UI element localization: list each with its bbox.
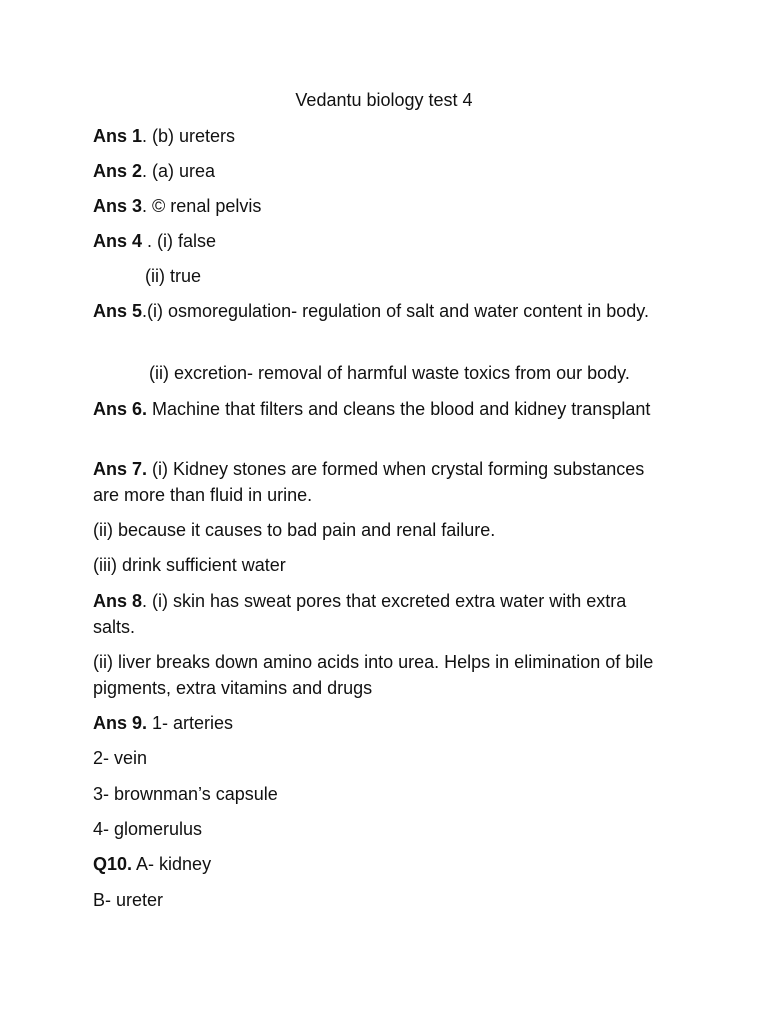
answer-8-part-2 [93, 649, 673, 701]
answer-4 [93, 228, 673, 254]
answer-9-part-4 [93, 816, 673, 842]
answer-6 [93, 396, 673, 422]
answer-text: 4- glomerulus [93, 819, 203, 839]
answer-10-part-2 [93, 887, 673, 913]
answer-label: Ans 7. [93, 459, 148, 479]
answer-text: (ii) because it causes to bad pain and renal failure. [93, 520, 496, 540]
answer-text: (iii) drink sufficient water [93, 555, 286, 575]
answer-text: 1- arteries [147, 713, 234, 733]
answer-label: Ans 8 [93, 591, 143, 611]
answer-4-part-2 [145, 263, 725, 289]
answer-label: Ans 4 [93, 231, 143, 251]
answer-8 [93, 588, 673, 640]
answer-9-part-2 [93, 745, 673, 771]
answer-text: A- kidney [132, 854, 212, 874]
answer-text: Machine that filters and cleans the blood and kidney transplant [147, 399, 651, 419]
answer-5-part-2 [149, 360, 689, 386]
answer-text: . (i) skin has sweat pores that excreted extra water with extra salts. [93, 591, 627, 637]
answer-label: Ans 5 [93, 301, 143, 321]
answer-text: 2- vein [93, 748, 148, 768]
answer-1 [93, 123, 673, 149]
answer-text: (ii) true [145, 266, 202, 286]
answer-label: Ans 2 [93, 161, 143, 181]
answer-text: . (b) ureters [142, 126, 236, 146]
answer-7-part-3 [93, 552, 673, 578]
answer-9-part-3 [93, 781, 673, 807]
answer-text: 3- brownman’s capsule [93, 784, 278, 804]
answer-text: (ii) liver breaks down amino acids into urea. Helps in elimination of bile pigments, extra vitamins and drugs [93, 652, 654, 698]
answer-7-part-2 [93, 517, 673, 543]
answer-text: (i) Kidney stones are formed when crystal forming substances are more than fluid in urine. [93, 459, 645, 505]
answer-text: . © renal pelvis [142, 196, 262, 216]
answer-text: .(i) osmoregulation- regulation of salt and water content in body. [142, 301, 649, 321]
answer-label: Ans 9. [93, 713, 148, 733]
answer-7 [93, 456, 673, 508]
answer-label: Q10. [93, 854, 133, 874]
answer-2 [93, 158, 673, 184]
answer-10 [93, 851, 673, 877]
answer-label: Ans 3 [93, 196, 143, 216]
answer-text: B- ureter [93, 890, 164, 910]
answer-label: Ans 6. [93, 399, 148, 419]
answer-text: . (a) urea [142, 161, 216, 181]
document-title: Vedantu biology test 4 [295, 90, 473, 110]
answer-label: Ans 1 [93, 126, 143, 146]
answer-9 [93, 710, 673, 736]
answer-3 [93, 193, 673, 219]
answer-text: (ii) excretion- removal of harmful waste toxics from our body. [149, 363, 630, 383]
answer-5 [93, 298, 673, 324]
answer-text: . (i) false [142, 231, 217, 251]
